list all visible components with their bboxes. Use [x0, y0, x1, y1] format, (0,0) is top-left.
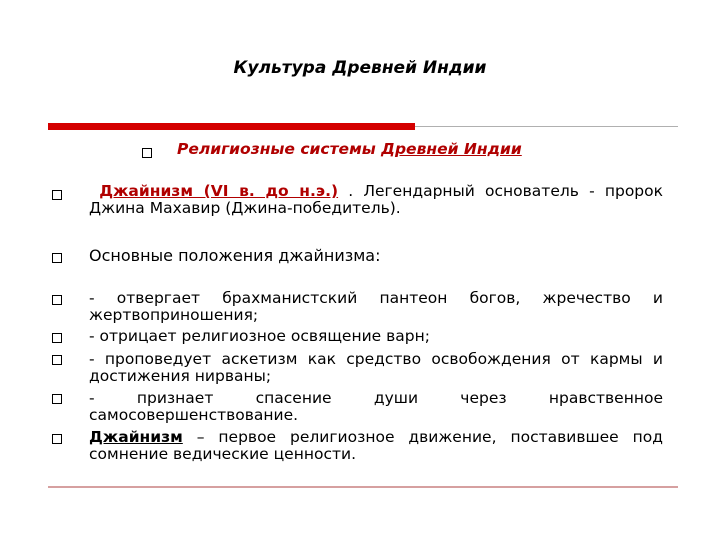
subtitle-bullet-icon	[142, 148, 152, 158]
item-lead: Джайнизм	[89, 428, 183, 446]
subtitle	[177, 140, 522, 158]
bullet-icon	[52, 333, 62, 343]
bullet-icon	[52, 253, 62, 263]
bottom-divider-line	[48, 486, 678, 488]
list-item: - отрицает религиозное освящение варн;	[89, 327, 430, 345]
bullet-icon	[52, 355, 62, 365]
list-item-jainism-origin	[89, 183, 663, 217]
bullet-icon	[52, 434, 62, 444]
list-item: - признает спасение души через нравственное самосовершенствование.	[89, 389, 663, 424]
list-item-jainism-summary	[89, 429, 663, 463]
list-item: - проповедует аскетизм как средство освобождения от кармы и достижения нирваны;	[89, 350, 663, 385]
item-text: – первое религиозное движение, поставившее под сомнение ведические ценности.	[89, 428, 663, 463]
item-text: . Легендарный основатель - пророк Джина Махавир (Джина-победитель).	[89, 182, 663, 217]
item-lead: Джайнизм (VI в. до н.э.)	[99, 182, 339, 200]
bullet-icon	[52, 394, 62, 404]
slide-title: Культура Древней Индии	[233, 58, 487, 78]
bullet-icon	[52, 295, 62, 305]
list-item-heading: Основные положения джайнизма:	[89, 246, 381, 265]
list-item: - отвергает брахманистский пантеон богов, жречество и жертвоприношения;	[89, 289, 663, 324]
subtitle-part-2: Древней Индии	[381, 140, 522, 158]
top-accent-bar	[48, 123, 415, 130]
bullet-icon	[52, 190, 62, 200]
subtitle-part-1: Религиозные системы	[177, 140, 382, 158]
